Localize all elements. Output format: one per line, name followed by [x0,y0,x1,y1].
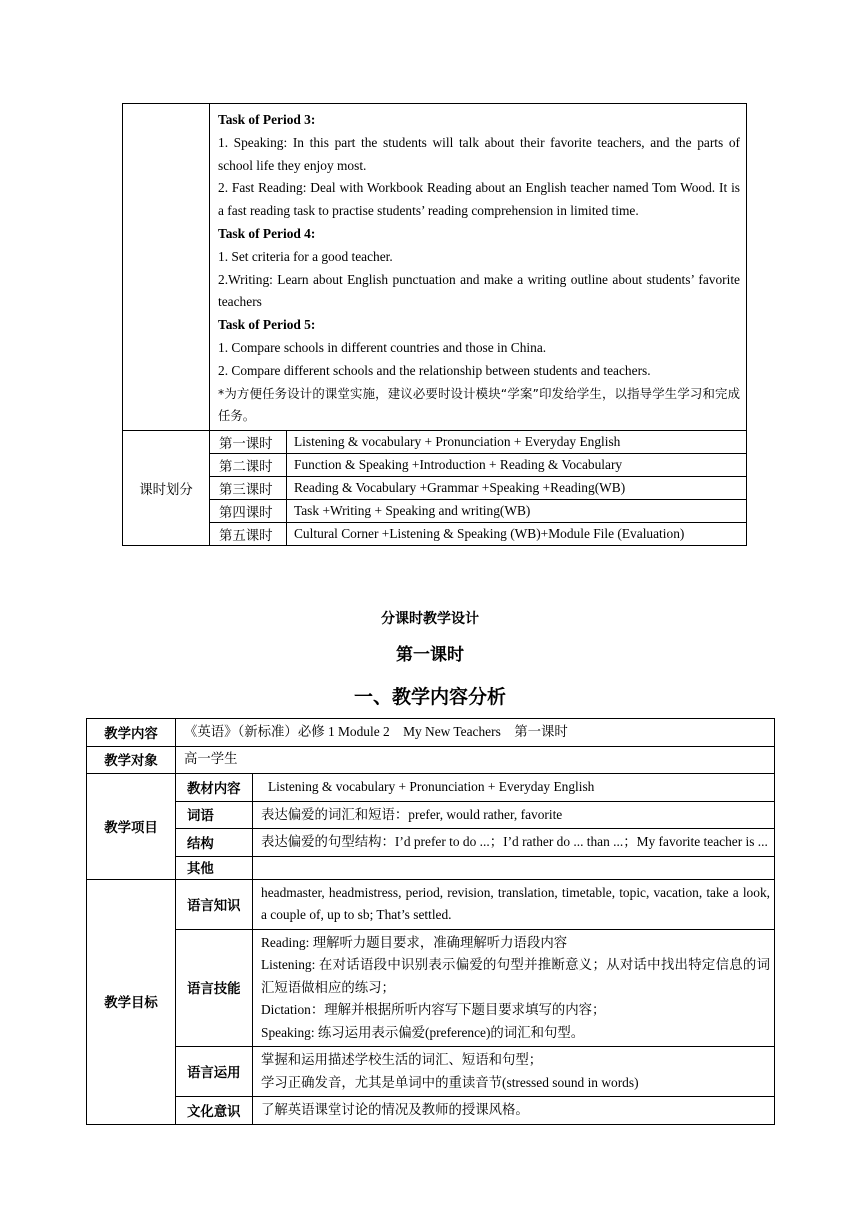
goal-line: Speaking: 练习运用表示偏爱(preference)的词汇和句型。 [261,1024,585,1040]
goal-line: Reading: 理解听力题目要求，准确理解听力语段内容 [261,934,568,950]
schedule-label: 课时划分 [123,431,210,546]
goal-label: 文化意识 [176,1097,253,1125]
period-content: Reading & Vocabulary +Grammar +Speaking +Reading(WB) [287,477,747,500]
goal-line: 掌握和运用描述学校生活的词汇、短语和句型； [261,1052,543,1067]
period-name: 第五课时 [210,523,287,546]
goal-line: headmaster, headmistress, period, revision, translation, timetable, topic, vacation, take a look, a couple of, up to sb; That’s settled. [261,884,770,922]
goal-value [253,1047,775,1097]
period-content: Task +Writing + Speaking and writing(WB) [287,500,747,523]
task-line: 1. Compare schools in different countries and those in China. [218,339,547,355]
item-label: 教材内容 [176,774,253,802]
lesson-plan-table [122,103,747,546]
period-content: Listening & vocabulary + Pronunciation + Everyday English [287,431,747,454]
goal-label: 语言运用 [176,1047,253,1097]
item-label: 词语 [176,801,253,829]
audience-value: 高一学生 [176,746,775,774]
item-value [253,856,775,879]
task-line: 2.Writing: Learn about English punctuation and make a writing outline about students’ favorite teachers [218,271,740,310]
period-heading: 第一课时 [396,645,464,665]
goal-value [253,879,775,929]
period-name: 第一课时 [210,431,287,454]
period-content: Function & Speaking +Introduction + Reading & Vocabulary [287,454,747,477]
task-line: 1. Speaking: In this part the students will talk about their favorite teachers, and the parts of school life they enjoy most. [218,134,740,173]
goals-label: 教学目标 [87,879,176,1124]
goal-label: 语言技能 [176,929,253,1047]
task-note: *为方便任务设计的课堂实施，建议必要时设计模块“学案”印发给学生，以指导学生学习和完成任务。 [218,385,740,424]
task-line: 2. Fast Reading: Deal with Workbook Reading about an English teacher named Tom Wood. It is a fast reading task to practise students’ reading comprehension in limited time. [218,180,740,219]
tasks-cell [210,104,747,431]
item-value: 表达偏爱的句型结构：I’d prefer to do ...；I’d rather do ... than ...；My favorite teacher is ... [253,829,775,857]
item-value: Listening & vocabulary + Pronunciation + Everyday English [253,774,775,802]
goal-line: 学习正确发音，尤其是单词中的重读音节(stressed sound in words) [261,1074,639,1090]
item-label: 其他 [176,856,253,879]
goal-value [253,1097,775,1125]
goal-label: 语言知识 [176,879,253,929]
task-line: 2. Compare different schools and the relationship between students and teachers. [218,362,651,378]
task-line: 1. Set criteria for a good teacher. [218,248,393,264]
period-name: 第二课时 [210,454,287,477]
item-value: 表达偏爱的词汇和短语：prefer, would rather, favorite [253,801,775,829]
period-content: Cultural Corner +Listening & Speaking (WB)+Module File (Evaluation) [287,523,747,546]
content-value [176,719,775,747]
task-heading: Task of Period 4: [218,225,316,241]
task-heading: Task of Period 3: [218,112,316,127]
task-heading: Task of Period 5: [218,317,316,333]
subtitle-heading: 分课时教学设计 [381,611,479,627]
content-analysis-table [86,718,775,1125]
period-name: 第四课时 [210,500,287,523]
goal-line: 了解英语课堂讨论的情况及教师的授课风格。 [261,1102,529,1117]
content-label: 教学内容 [87,719,176,747]
goal-line: Listening: 在对话语段中识别表示偏爱的句型并推断意义；从对话中找出特定信息的词汇短语做相应的练习； [261,957,770,995]
content-value-text: 《英语》（新标准）必修 1 Module 2 My New Teachers 第一课时 [184,724,568,739]
goal-value [253,929,775,1047]
goal-line: Dictation：理解并根据所听内容写下题目要求填写的内容； [261,1002,606,1017]
items-label: 教学项目 [87,774,176,880]
period-name: 第三课时 [210,477,287,500]
empty-label-cell [123,104,210,431]
section-heading: 一、教学内容分析 [353,686,506,708]
item-label: 结构 [176,829,253,857]
audience-label: 教学对象 [87,746,176,774]
